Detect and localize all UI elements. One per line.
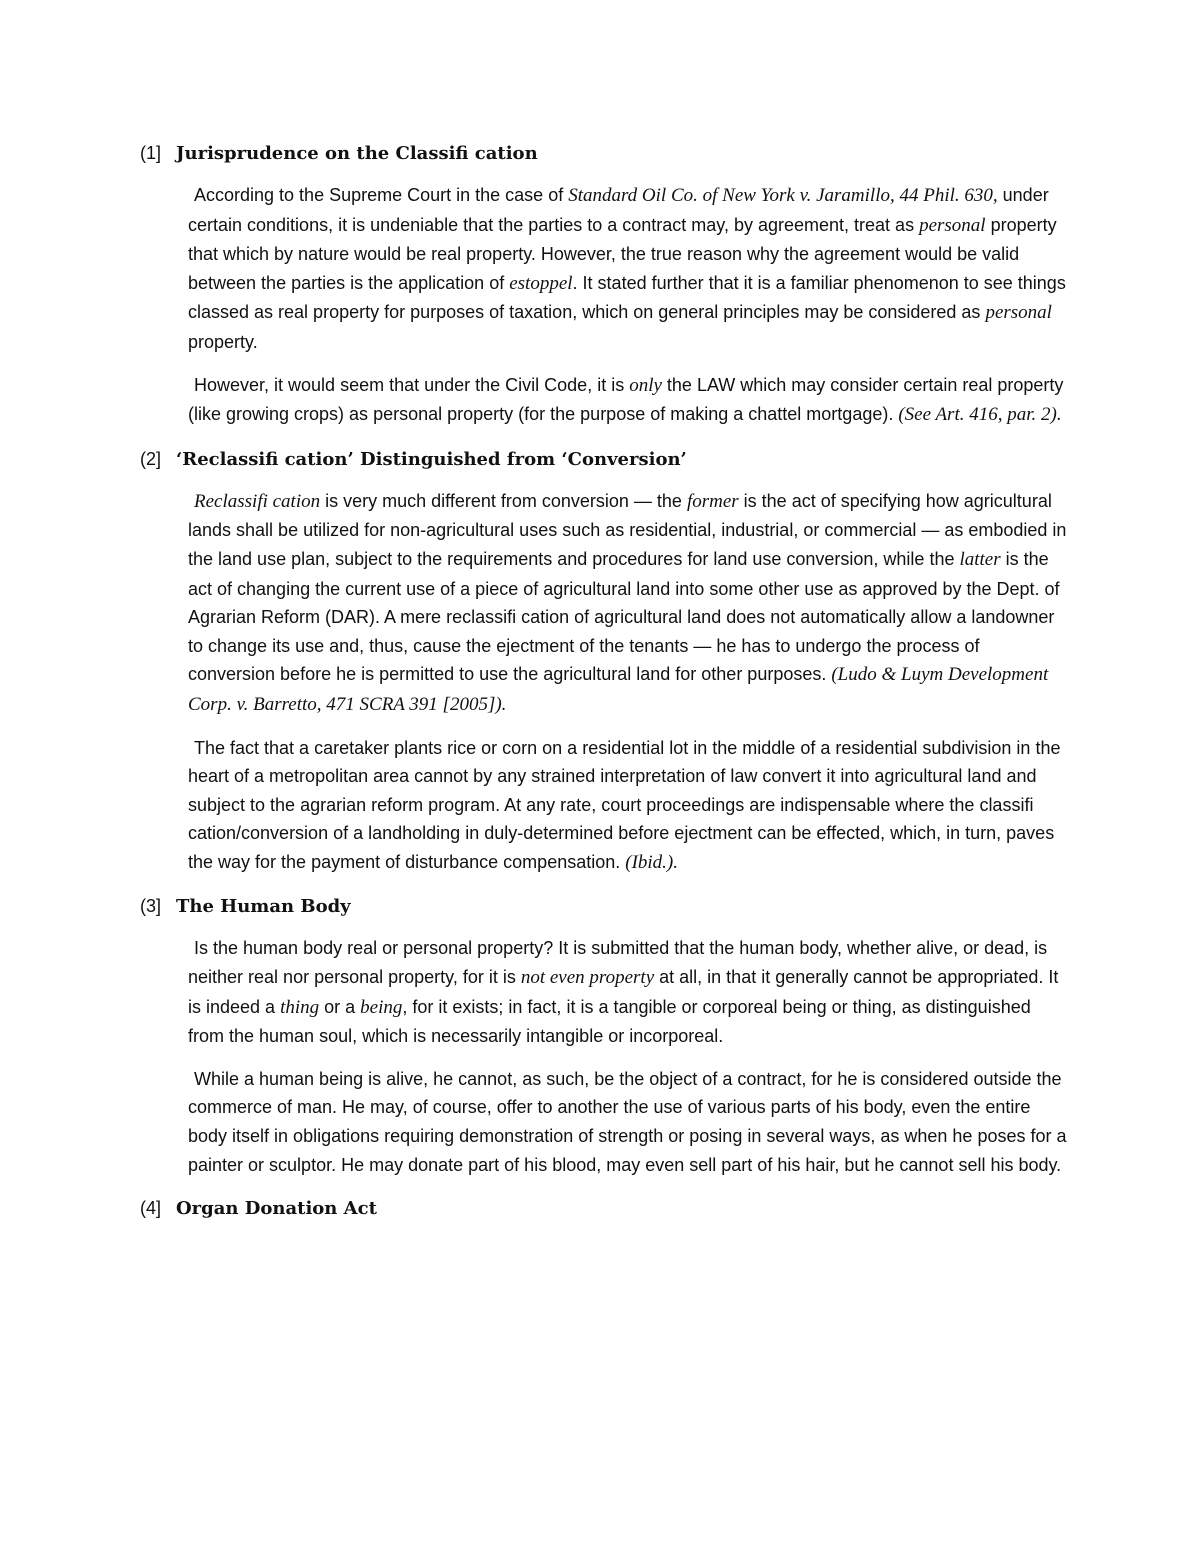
section-3: [140, 891, 1070, 1179]
paragraph: [188, 181, 1070, 357]
section-1: [140, 138, 1070, 430]
section-4: [140, 1193, 1070, 1224]
citation: (Ibid.).: [625, 851, 679, 873]
case-citation: (Ludo & Luym Development Corp. v. Barretto, 471 SCRA 391 [2005]).: [188, 664, 1049, 715]
text-run: the LAW which may consider certain real property (like growing crops) as personal property (for the purpose of making a chattel mortgage).: [188, 374, 1064, 425]
emphasis: only: [629, 374, 662, 396]
emphasis: being: [360, 996, 403, 1018]
text-run: is the act of specifying how agricultural lands shall be utilized for non-agricultural uses such as residential, industrial, or commercial — as embodied in the land use plan, subject to the requirements and procedures for land use conversion, while the: [188, 490, 1067, 569]
text-run: property that which by nature would be real property. However, the true reason why the agreement would be valid between the parties is the application of: [188, 214, 1057, 293]
section-title: ‘Reclassifi cation’ Distinguished from ‘Conversion’: [176, 448, 687, 470]
emphasis: estoppel: [509, 272, 573, 294]
section-number: (2]: [140, 448, 162, 469]
emphasis: not even property: [520, 967, 655, 989]
section-2: [140, 444, 1070, 878]
text-run: While a human being is alive, he cannot, as such, be the object of a contract, for he is considered outside the commerce of man. He may, of course, offer to another the use of various parts of his body, even the entire body itself in obligations requiring demonstration of strength or posing in several ways, as when he poses for a painter or sculptor. He may donate part of his blood, may even sell part of his hair, but he cannot sell his body.: [188, 1068, 1067, 1175]
case-citation: Standard Oil Co. of New York v. Jaramillo, 44 Phil. 630,: [568, 185, 998, 206]
text-run: is very much different from conversion — the: [320, 490, 687, 511]
section-number: (1]: [140, 143, 162, 163]
paragraph: [188, 371, 1070, 430]
emphasis: thing: [280, 996, 320, 1018]
section-heading: [140, 444, 1070, 475]
emphasis: personal: [919, 214, 986, 236]
section-number: (3]: [140, 896, 162, 917]
paragraph: [188, 934, 1070, 1050]
text-run: property.: [188, 331, 258, 352]
paragraph: [188, 487, 1070, 720]
text-run: Is the human body real or personal property? It is submitted that the human body, whether alive, or dead, is neither real nor personal property, for it is: [188, 938, 1048, 988]
text-run: under certain conditions, it is undeniable that the parties to a contract may, by agreement, treat as: [188, 185, 1049, 235]
emphasis: former: [686, 490, 739, 512]
text-run: According to the Supreme Court in the case of: [194, 185, 569, 205]
paragraph: [188, 734, 1070, 878]
text-run: The fact that a caretaker plants rice or corn on a residential lot in the middle of a residential subdivision in the heart of a metropolitan area cannot by any strained interpretation of law convert it into agricultural land and subject to the agrarian reform program. At any rate, court proceedings are indispensable where the classifi cation/conversion of a landholding in duly-determined before ejectment can be effected, which, in turn, paves the way for the payment of disturbance compensation.: [188, 737, 1061, 872]
document-page: [140, 138, 1070, 1236]
text-run: . It stated further that it is a familiar phenomenon to see things classed as real property for purposes of taxation, which on general principles may be considered as: [188, 272, 1066, 323]
text-run: is the act of changing the current use of a piece of agricultural land into some other use as approved by the Dept. of Agrarian Reform (DAR). A mere reclassifi cation of agricultural land does not automatically allow a landowner to change its use and, thus, cause the ejectment of the tenants — he has to undergo the process of conversion before he is permitted to use the agricultural land for other purposes.: [188, 548, 1060, 685]
text-run: , for it exists; in fact, it is a tangible or corporeal being or thing, as distinguished from the human soul, which is necessarily intangible or incorporeal.: [188, 996, 1031, 1047]
text-run: at all, in that it generally cannot be appropriated. It is indeed a: [188, 967, 1059, 1017]
emphasis: Reclassifi cation: [194, 490, 321, 512]
section-heading: [140, 138, 1070, 169]
section-title: Jurisprudence on the Classifi cation: [176, 143, 538, 164]
section-title: Organ Donation Act: [176, 1198, 377, 1220]
section-number: (4]: [140, 1198, 162, 1219]
text-run: or a: [319, 996, 361, 1017]
citation: (See Art. 416, par. 2).: [898, 404, 1062, 426]
text-run: However, it would seem that under the Civil Code, it is: [194, 374, 630, 395]
emphasis: personal: [985, 302, 1052, 324]
emphasis: latter: [959, 548, 1001, 570]
section-title: The Human Body: [176, 896, 351, 918]
paragraph: [188, 1065, 1070, 1179]
section-heading: [140, 891, 1070, 922]
section-heading: [140, 1193, 1070, 1224]
